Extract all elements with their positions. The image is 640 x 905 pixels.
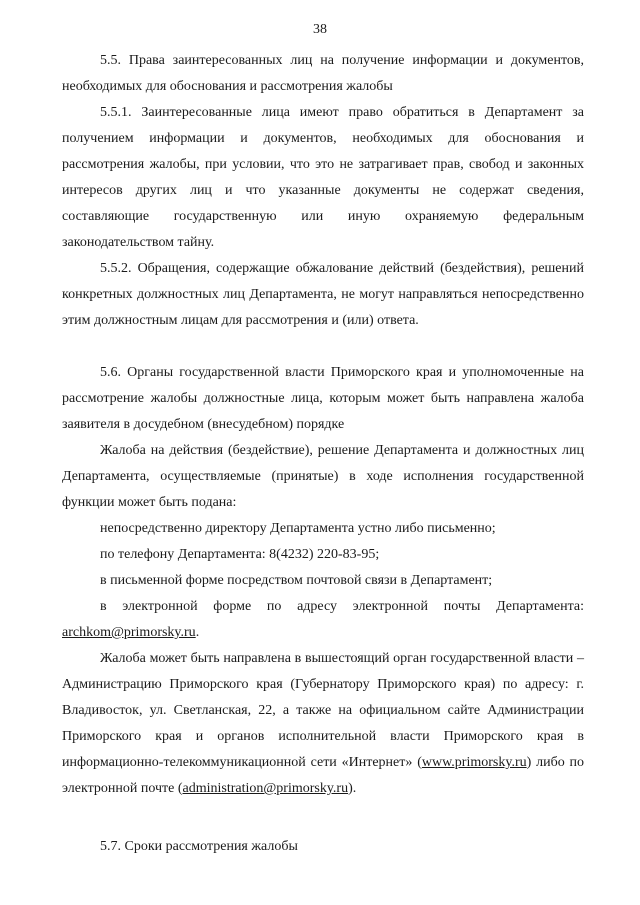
section-5-6-intro: Жалоба на действия (бездействие), решение Департамента и должностных лиц Департамента, осуществляемые (принятые) в ходе исполнения государственной функции может быть подана: <box>62 443 584 510</box>
section-5-5-heading: 5.5. Права заинтересованных лиц на получение информации и документов, необходимых для обоснования и рассмотрения жалобы <box>62 53 584 94</box>
admin-email-link[interactable]: administration@primorsky.ru <box>182 781 349 796</box>
section-5-6-heading: 5.6. Органы государственной власти Приморского края и уполномоченные на рассмотрение жалобы должностные лица, которым может быть направлена жалоба заявителя в досудебном (внесудебном) порядке <box>62 365 584 432</box>
section-5-7-heading: 5.7. Сроки рассмотрения жалобы <box>100 839 298 854</box>
list-item-email <box>62 594 584 646</box>
document-body <box>62 48 584 860</box>
punctuation: . <box>195 625 200 640</box>
email-label: в электронной форме по адресу электронной почты Департамента: <box>100 599 584 614</box>
list-item-mail: в письменной форме посредством почтовой связи в Департамент; <box>100 573 493 588</box>
list-item-director: непосредственно директору Департамента устно либо письменно; <box>100 521 496 536</box>
page-number: 38 <box>313 22 327 37</box>
list-item-phone: по телефону Департамента: 8(4232) 220-83-95; <box>100 547 380 562</box>
website-link[interactable]: www.primorsky.ru <box>421 755 527 770</box>
admin-text: Жалоба может быть направлена в вышестоящий орган государственной власти – Администрацию Приморского края (Губернатору Приморского края) по адресу: г. Владивосток, ул. Светланская, 22, а также на официальном сайте Администрации Приморского края и органов исполнительной власти Приморского края в информационно-телекоммуникационной сети «Интернет» ( <box>62 651 584 770</box>
admin-paragraph <box>62 646 584 802</box>
admin-mid-text: ) либо по электронной почте ( <box>62 755 585 796</box>
section-5-5-1: 5.5.1. Заинтересованные лица имеют право обратиться в Департамент за получением информации и документов, необходимых для обоснования и рассмотрения жалобы, при условии, что это не затрагивает прав, свобод и законных интересов других лиц и что указанные документы не содержат сведения, составляющие государственную или иную охраняемую федеральным законодательством тайну. <box>62 105 584 250</box>
punctuation: ). <box>348 781 357 796</box>
department-email-link[interactable]: archkom@primorsky.ru <box>62 625 196 640</box>
section-5-5-2: 5.5.2. Обращения, содержащие обжалование действий (бездействия), решений конкретных должностных лиц Департамента, не могут направляться непосредственно этим должностным лицам для рассмотрения и (или) ответа. <box>62 261 584 328</box>
